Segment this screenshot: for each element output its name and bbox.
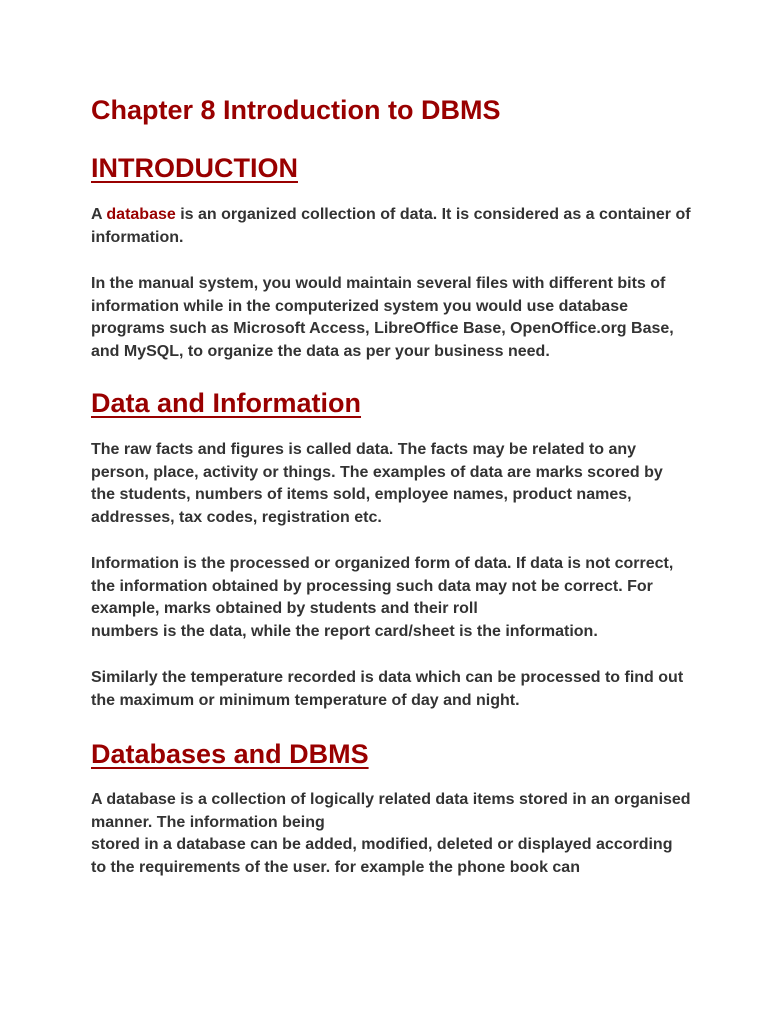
- heading-data-and-information: Data and Information: [91, 388, 362, 418]
- document-content: [91, 93, 691, 879]
- paragraph-information-definition: [91, 553, 691, 643]
- paragraph-manual-system: In the manual system, you would maintain several files with different bits of information while in the computerized system you would use database programs such as Microsoft Access, LibreOffice Base, OpenOffice.org Base, and MySQL, to organize the data as per your business need.: [91, 275, 674, 360]
- paragraph-line: stored in a database can be added, modified, deleted or displayed according to the requirements of the user. for example the phone book can: [91, 836, 673, 876]
- heading-databases-and-dbms: Databases and DBMS: [91, 739, 369, 769]
- chapter-title: Chapter 8 Introduction to DBMS: [91, 95, 501, 125]
- database-keyword: database: [106, 206, 176, 223]
- paragraph-line: numbers is the data, while the report card/sheet is the information.: [91, 622, 598, 640]
- paragraph-temperature: Similarly the temperature recorded is data which can be processed to find out the maximum or minimum temperature of day and night.: [91, 669, 684, 709]
- paragraph-raw-facts: The raw facts and figures is called data. The facts may be related to any person, place, activity or things. The examples of data are marks scored by the students, numbers of items sold, employee names, product names, addresses, tax codes, registration etc.: [91, 441, 663, 526]
- paragraph-line: Information is the processed or organized form of data. If data is not correct, the information obtained by processing such data may not be correct. For example, marks obtained by students and their roll: [91, 555, 674, 617]
- paragraph-database-collection: [91, 789, 691, 879]
- paragraph-rest: is an organized collection of data. It is considered as a container of information.: [91, 206, 691, 246]
- heading-introduction: INTRODUCTION: [91, 153, 298, 183]
- paragraph-prefix: A: [91, 206, 107, 223]
- paragraph-database-definition: [91, 204, 691, 249]
- paragraph-line: A database is a collection of logically related data items stored in an organised manner. The information being: [91, 791, 691, 831]
